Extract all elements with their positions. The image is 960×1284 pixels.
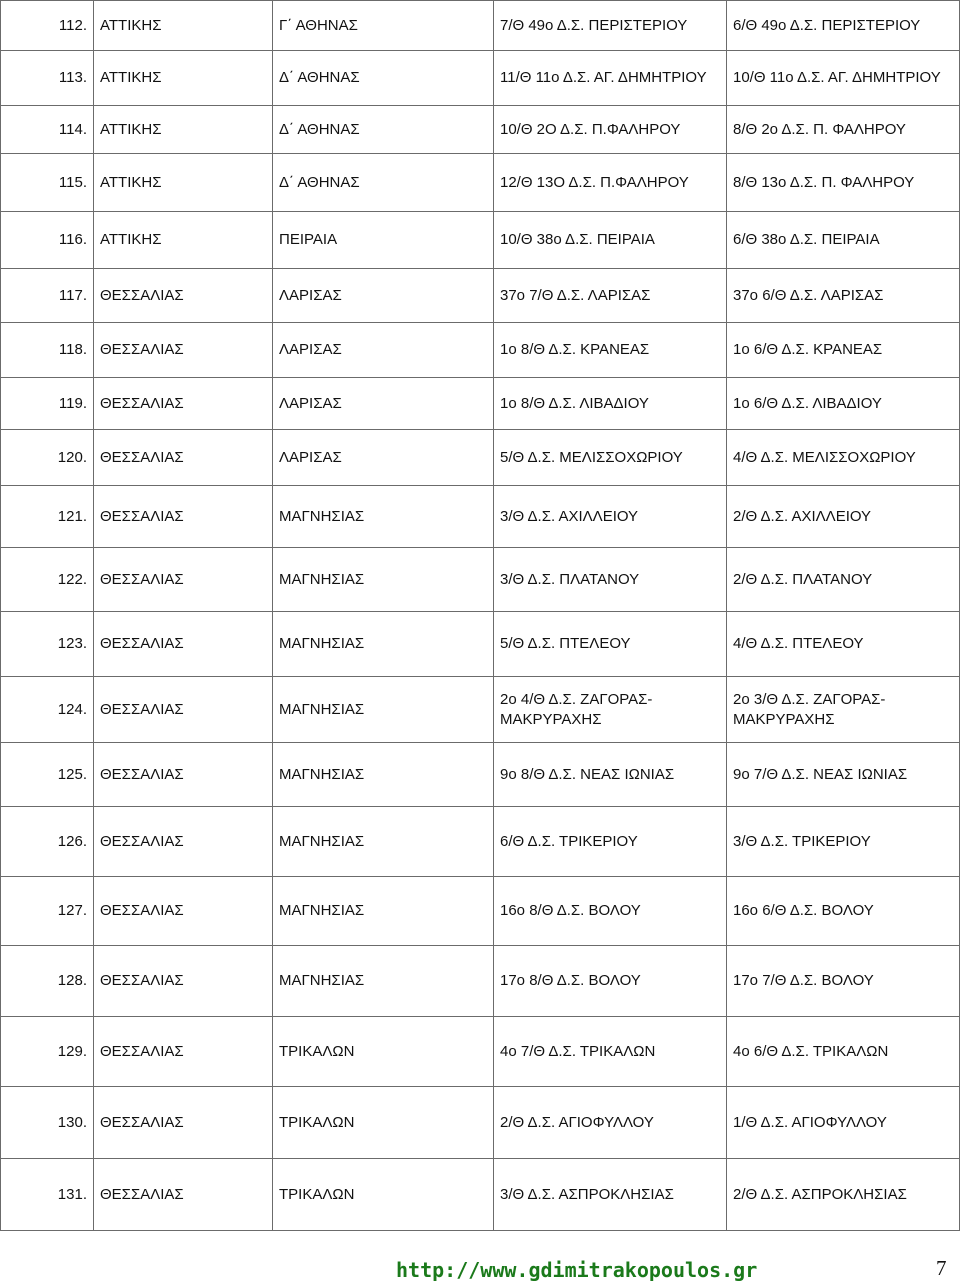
source-school-cell: 5/Θ Δ.Σ. ΜΕΛΙΣΣΟΧΩΡΙΟΥ	[494, 430, 727, 486]
row-number: 114.	[1, 106, 94, 154]
region-cell: ΘΕΣΣΑΛΙΑΣ	[94, 323, 273, 378]
row-number: 124.	[1, 677, 94, 743]
target-school-cell: 1ο 6/Θ Δ.Σ. ΛΙΒΑΔΙΟΥ	[727, 378, 960, 430]
target-school-cell: 10/Θ 11ο Δ.Σ. ΑΓ. ΔΗΜΗΤΡΙΟΥ	[727, 51, 960, 106]
region-cell: ΘΕΣΣΑΛΙΑΣ	[94, 877, 273, 946]
table-row	[1, 743, 960, 807]
target-school-cell: 17ο 7/Θ Δ.Σ. ΒΟΛΟΥ	[727, 946, 960, 1017]
target-school-cell: 4ο 6/Θ Δ.Σ. ΤΡΙΚΑΛΩΝ	[727, 1017, 960, 1087]
source-school-cell: 3/Θ Δ.Σ. ΑΣΠΡΟΚΛΗΣΙΑΣ	[494, 1159, 727, 1231]
region-cell: ΑΤΤΙΚΗΣ	[94, 51, 273, 106]
region-cell: ΑΤΤΙΚΗΣ	[94, 1, 273, 51]
region-cell: ΘΕΣΣΑΛΙΑΣ	[94, 430, 273, 486]
row-number: 131.	[1, 1159, 94, 1231]
target-school-cell: 9ο 7/Θ Δ.Σ. ΝΕΑΣ ΙΩΝΙΑΣ	[727, 743, 960, 807]
source-school-cell: 3/Θ Δ.Σ. ΠΛΑΤΑΝΟΥ	[494, 548, 727, 612]
table-row	[1, 323, 960, 378]
table-row	[1, 1, 960, 51]
row-number: 112.	[1, 1, 94, 51]
target-school-cell: 4/Θ Δ.Σ. ΠΤΕΛΕΟΥ	[727, 612, 960, 677]
source-school-cell: 16ο 8/Θ Δ.Σ. ΒΟΛΟΥ	[494, 877, 727, 946]
prefecture-cell: ΤΡΙΚΑΛΩΝ	[273, 1159, 494, 1231]
prefecture-cell: ΜΑΓΝΗΣΙΑΣ	[273, 612, 494, 677]
prefecture-cell: Δ΄ ΑΘΗΝΑΣ	[273, 106, 494, 154]
prefecture-cell: ΛΑΡΙΣΑΣ	[273, 323, 494, 378]
region-cell: ΘΕΣΣΑΛΙΑΣ	[94, 677, 273, 743]
row-number: 117.	[1, 269, 94, 323]
row-number: 129.	[1, 1017, 94, 1087]
prefecture-cell: ΜΑΓΝΗΣΙΑΣ	[273, 946, 494, 1017]
source-school-cell: 37ο 7/Θ Δ.Σ. ΛΑΡΙΣΑΣ	[494, 269, 727, 323]
region-cell: ΘΕΣΣΑΛΙΑΣ	[94, 1087, 273, 1159]
target-school-cell: 1/Θ Δ.Σ. ΑΓΙΟΦΥΛΛΟΥ	[727, 1087, 960, 1159]
row-number: 127.	[1, 877, 94, 946]
row-number: 120.	[1, 430, 94, 486]
region-cell: ΘΕΣΣΑΛΙΑΣ	[94, 1159, 273, 1231]
source-school-cell: 3/Θ Δ.Σ. ΑΧΙΛΛΕΙΟΥ	[494, 486, 727, 548]
row-number: 115.	[1, 154, 94, 212]
row-number: 118.	[1, 323, 94, 378]
table-row	[1, 51, 960, 106]
row-number: 126.	[1, 807, 94, 877]
target-school-cell: 3/Θ Δ.Σ. ΤΡΙΚΕΡΙΟΥ	[727, 807, 960, 877]
target-school-cell: 8/Θ 13ο Δ.Σ. Π. ΦΑΛΗΡΟΥ	[727, 154, 960, 212]
prefecture-cell: Δ΄ ΑΘΗΝΑΣ	[273, 154, 494, 212]
row-number: 128.	[1, 946, 94, 1017]
table-row	[1, 548, 960, 612]
prefecture-cell: ΜΑΓΝΗΣΙΑΣ	[273, 877, 494, 946]
row-number: 122.	[1, 548, 94, 612]
prefecture-cell: ΠΕΙΡΑΙΑ	[273, 212, 494, 269]
region-cell: ΘΕΣΣΑΛΙΑΣ	[94, 486, 273, 548]
prefecture-cell: ΜΑΓΝΗΣΙΑΣ	[273, 548, 494, 612]
source-school-cell: 2/Θ Δ.Σ. ΑΓΙΟΦΥΛΛΟΥ	[494, 1087, 727, 1159]
target-school-cell: 2/Θ Δ.Σ. ΑΣΠΡΟΚΛΗΣΙΑΣ	[727, 1159, 960, 1231]
row-number: 113.	[1, 51, 94, 106]
table-row	[1, 486, 960, 548]
source-school-cell: 9ο 8/Θ Δ.Σ. ΝΕΑΣ ΙΩΝΙΑΣ	[494, 743, 727, 807]
region-cell: ΘΕΣΣΑΛΙΑΣ	[94, 378, 273, 430]
footer-url[interactable]: http://www.gdimitrakopoulos.gr	[396, 1258, 758, 1282]
prefecture-cell: ΛΑΡΙΣΑΣ	[273, 269, 494, 323]
source-school-cell: 17ο 8/Θ Δ.Σ. ΒΟΛΟΥ	[494, 946, 727, 1017]
source-school-cell: 11/Θ 11ο Δ.Σ. ΑΓ. ΔΗΜΗΤΡΙΟΥ	[494, 51, 727, 106]
region-cell: ΘΕΣΣΑΛΙΑΣ	[94, 743, 273, 807]
table-row	[1, 1087, 960, 1159]
target-school-cell: 37ο 6/Θ Δ.Σ. ΛΑΡΙΣΑΣ	[727, 269, 960, 323]
schools-table-body	[1, 1, 960, 1231]
source-school-cell: 10/Θ 38ο Δ.Σ. ΠΕΙΡΑΙΑ	[494, 212, 727, 269]
table-row	[1, 1159, 960, 1231]
target-school-cell: 4/Θ Δ.Σ. ΜΕΛΙΣΣΟΧΩΡΙΟΥ	[727, 430, 960, 486]
source-school-cell: 4ο 7/Θ Δ.Σ. ΤΡΙΚΑΛΩΝ	[494, 1017, 727, 1087]
row-number: 125.	[1, 743, 94, 807]
table-row	[1, 154, 960, 212]
target-school-cell: 6/Θ 49ο Δ.Σ. ΠΕΡΙΣΤΕΡΙΟΥ	[727, 1, 960, 51]
prefecture-cell: ΤΡΙΚΑΛΩΝ	[273, 1087, 494, 1159]
prefecture-cell: Γ΄ ΑΘΗΝΑΣ	[273, 1, 494, 51]
target-school-cell: 1ο 6/Θ Δ.Σ. ΚΡΑΝΕΑΣ	[727, 323, 960, 378]
source-school-cell: 6/Θ Δ.Σ. ΤΡΙΚΕΡΙΟΥ	[494, 807, 727, 877]
table-row	[1, 877, 960, 946]
region-cell: ΘΕΣΣΑΛΙΑΣ	[94, 612, 273, 677]
target-school-cell: 6/Θ 38ο Δ.Σ. ΠΕΙΡΑΙΑ	[727, 212, 960, 269]
prefecture-cell: ΜΑΓΝΗΣΙΑΣ	[273, 486, 494, 548]
region-cell: ΘΕΣΣΑΛΙΑΣ	[94, 269, 273, 323]
source-school-cell: 1ο 8/Θ Δ.Σ. ΚΡΑΝΕΑΣ	[494, 323, 727, 378]
prefecture-cell: Δ΄ ΑΘΗΝΑΣ	[273, 51, 494, 106]
table-row	[1, 677, 960, 743]
region-cell: ΘΕΣΣΑΛΙΑΣ	[94, 946, 273, 1017]
target-school-cell: 16ο 6/Θ Δ.Σ. ΒΟΛΟΥ	[727, 877, 960, 946]
row-number: 119.	[1, 378, 94, 430]
table-row	[1, 378, 960, 430]
source-school-cell: 2ο 4/Θ Δ.Σ. ΖΑΓΟΡΑΣ-ΜΑΚΡΥΡΑΧΗΣ	[494, 677, 727, 743]
region-cell: ΘΕΣΣΑΛΙΑΣ	[94, 1017, 273, 1087]
table-row	[1, 106, 960, 154]
prefecture-cell: ΛΑΡΙΣΑΣ	[273, 378, 494, 430]
source-school-cell: 5/Θ Δ.Σ. ΠΤΕΛΕΟΥ	[494, 612, 727, 677]
row-number: 116.	[1, 212, 94, 269]
region-cell: ΑΤΤΙΚΗΣ	[94, 106, 273, 154]
region-cell: ΑΤΤΙΚΗΣ	[94, 212, 273, 269]
table-row	[1, 807, 960, 877]
prefecture-cell: ΜΑΓΝΗΣΙΑΣ	[273, 807, 494, 877]
prefecture-cell: ΛΑΡΙΣΑΣ	[273, 430, 494, 486]
row-number: 130.	[1, 1087, 94, 1159]
target-school-cell: 8/Θ 2ο Δ.Σ. Π. ΦΑΛΗΡΟΥ	[727, 106, 960, 154]
table-row	[1, 1017, 960, 1087]
table-row	[1, 269, 960, 323]
row-number: 123.	[1, 612, 94, 677]
source-school-cell: 1ο 8/Θ Δ.Σ. ΛΙΒΑΔΙΟΥ	[494, 378, 727, 430]
source-school-cell: 7/Θ 49ο Δ.Σ. ΠΕΡΙΣΤΕΡΙΟΥ	[494, 1, 727, 51]
target-school-cell: 2/Θ Δ.Σ. ΑΧΙΛΛΕΙΟΥ	[727, 486, 960, 548]
row-number: 121.	[1, 486, 94, 548]
region-cell: ΘΕΣΣΑΛΙΑΣ	[94, 807, 273, 877]
page-number: 7	[936, 1256, 947, 1280]
table-row	[1, 612, 960, 677]
table-row	[1, 212, 960, 269]
table-row	[1, 946, 960, 1017]
prefecture-cell: ΜΑΓΝΗΣΙΑΣ	[273, 743, 494, 807]
table-row	[1, 430, 960, 486]
target-school-cell: 2/Θ Δ.Σ. ΠΛΑΤΑΝΟΥ	[727, 548, 960, 612]
source-school-cell: 12/Θ 13Ο Δ.Σ. Π.ΦΑΛΗΡΟΥ	[494, 154, 727, 212]
prefecture-cell: ΜΑΓΝΗΣΙΑΣ	[273, 677, 494, 743]
region-cell: ΑΤΤΙΚΗΣ	[94, 154, 273, 212]
region-cell: ΘΕΣΣΑΛΙΑΣ	[94, 548, 273, 612]
source-school-cell: 10/Θ 2Ο Δ.Σ. Π.ΦΑΛΗΡΟΥ	[494, 106, 727, 154]
prefecture-cell: ΤΡΙΚΑΛΩΝ	[273, 1017, 494, 1087]
target-school-cell: 2ο 3/Θ Δ.Σ. ΖΑΓΟΡΑΣ-ΜΑΚΡΥΡΑΧΗΣ	[727, 677, 960, 743]
